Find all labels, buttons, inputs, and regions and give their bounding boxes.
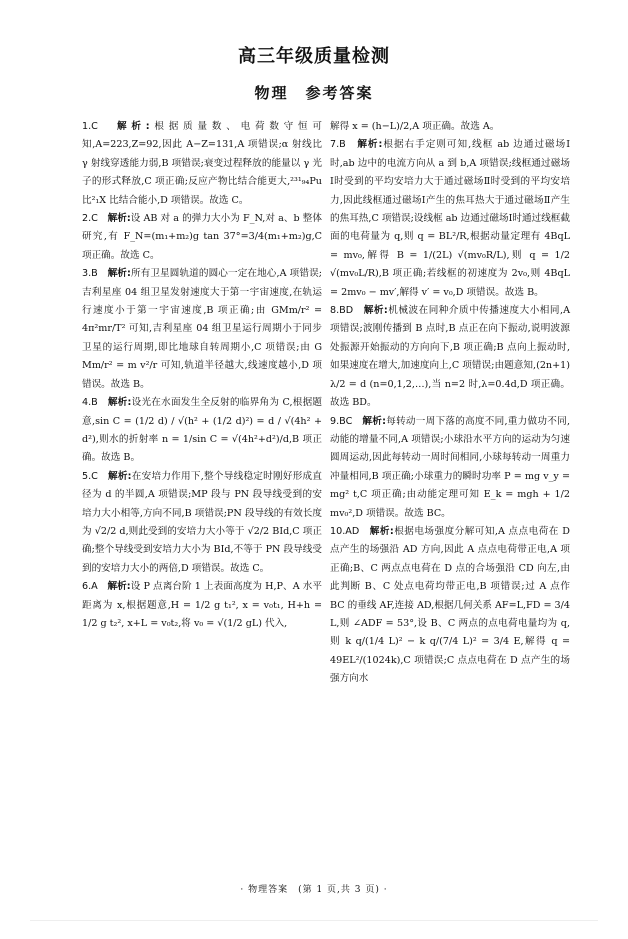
answer-item: 4.B 解析:设光在水面发生全反射的临界角为 C,根据题意,sin C = (1/2 d) / √(h² + (1/2 d)²) = d / √(4h² + d²),则水的折射率 n = 1/sin C = √(4h²+d²)/d,B 项正确。故选 B。: [82, 397, 323, 464]
answer-item: 6.A 解析:设 P 点离台阶 1 上表面高度为 H,P、A 水平距离为 x,根据题意,H = 1/2 g t₁², x = v₀t₁, H+h = 1/2 g t₂², x+L = v₀t₂,将 v₀ = √(1/2 gL) 代入,: [82, 581, 323, 629]
page-subtitle: 物理 参考答案: [254, 84, 374, 102]
answer-item: 5.C 解析:在安培力作用下,整个导线稳定时刚好形成直径为 d 的半圆,A 项错误;MP 段与 PN 段导线受到的安培力大小相等,方向不同,B 项错误;PN 段导线的有效长度为 √2/2 d,则此受到的安培力大小等于 √2/2 BId,C 项正确;整个导线受到安培力大小为 BId,不等于 PN 段导线受到的安培力大小的两倍,D 项错误。故选 C。: [82, 470, 322, 574]
answer-item: 1.C 解析:根据质量数、电荷数守恒可知,A=223,Z=92,因此 A−Z=131,A 项错误;α 射线比 γ 射线穿透能力弱,B 项错误;衰变过程释放的能量以 γ 光子的形式释放,C 项正确;反应产物比结合能更大,²³¹₉₄Pu 比²₁X 比结合能小,D 项错误。故选 C。: [82, 121, 323, 206]
answer-item: 8.BD 解析:机械波在同种介质中传播速度大小相同,A 项错误;波刚传播到 B 点时,B 点正在向下振动,说明波源处振源开始振动的方向向下,B 项正确;B 点向上振动时,如果速度在增大,加速度向上,C 项错误;由题意知,(2n+1) λ/2 = d (n=0,1,2,…),当 n=2 时,λ=0.4d,D 项正确。故选 BD。: [330, 305, 570, 409]
right-column: [330, 118, 570, 689]
answer-item: 10.AD 解析:根据电场强度分解可知,A 点点电荷在 D 点产生的场强沿 AD 方向,因此 A 点点电荷带正电,A 项正确;B、C 两点点电荷在 D 点的合场强沿 CD 向左,由此判断 B、C 处点电荷均带正电,B 项错误;过 A 点作 BC 的垂线 AF,连接 AD,根据几何关系 AF=L,FD = 3/4 L,则 ∠ADF = 53°,设 B、C 两点的点电荷电量均为 q,则 k q/(1/4 L)² − k q/(7/4 L)² = 3/4 E,解得 q = 49EL²/(1024k),C 项错误;C 点点电荷在 D 点产生的场强方向水: [330, 525, 570, 685]
answer-item: 3.B 解析:所有卫星圆轨道的圆心一定在地心,A 项错误;吉利星座 04 组卫星发射速度大于第一宇宙速度,在轨运行速度小于第一宇宙速度,B 项正确;由 GMm/r² = 4π²mr/T² 可知,吉利星座 04 组卫星运行周期小于同步卫星的运行周期,即比地球自转周期小,C 项错误;由 G Mm/r² = m v²/r 可知,轨道半径越大,线速度越小,D 项错误。故选 B。: [82, 268, 323, 390]
answer-item: 解得 x = (h−L)/2,A 项正确。故选 A。: [330, 121, 500, 132]
bottom-divider: [30, 920, 598, 921]
answer-item: 2.C 解析:设 AB 对 a 的弹力大小为 F_N,对 a、b 整体研究,有 F_N=(m₁+m₂)g tan 37°=3/4(m₁+m₂)g,C 项正确。故选 C。: [82, 213, 322, 261]
page-footer: · 物理答案 (第 1 页,共 3 页) ·: [240, 885, 388, 895]
answer-item: 9.BC 解析:每转动一周下落的高度不同,重力做功不同,动能的增量不同,A 项错误;小球沿水平方向的运动为匀速圆周运动,因此每转动一周时间相同,小球每转动一周重力冲量相同,B 项正确;小球重力的瞬时功率 P = mg v_y = mg² t,C 项正确;由动能定理可知 E_k = mgh + 1/2 mv₀²,D 项错误。故选 BC。: [330, 415, 570, 519]
left-column: [82, 118, 322, 633]
page-title: 高三年级质量检测: [238, 46, 390, 67]
answer-item: 7.B 解析:根据右手定则可知,线框 ab 边通过磁场Ⅰ时,ab 边中的电流方向从 a 到 b,A 项错误;线框通过磁场Ⅰ时受到的平均安培力大于通过磁场Ⅱ时受到的平均安培力,因此线框通过磁场Ⅰ产生的焦耳热大于通过磁场Ⅱ产生的焦耳热,C 项错误;设线框 ab 边通过磁场Ⅰ时通过线框截面的电荷量为 q,则 q = BL²/R,根据动量定理有 4BqL = mv₀,解得 B = 1/(2L) √(mv₀R/L),则 q = 1/2 √(mv₀L/R),B 项正确;若线框的初速度为 2v₀,则 4BqL = 2mv₀ − mv′,解得 v′ = v₀,D 项错误。故选 B。: [330, 139, 571, 298]
